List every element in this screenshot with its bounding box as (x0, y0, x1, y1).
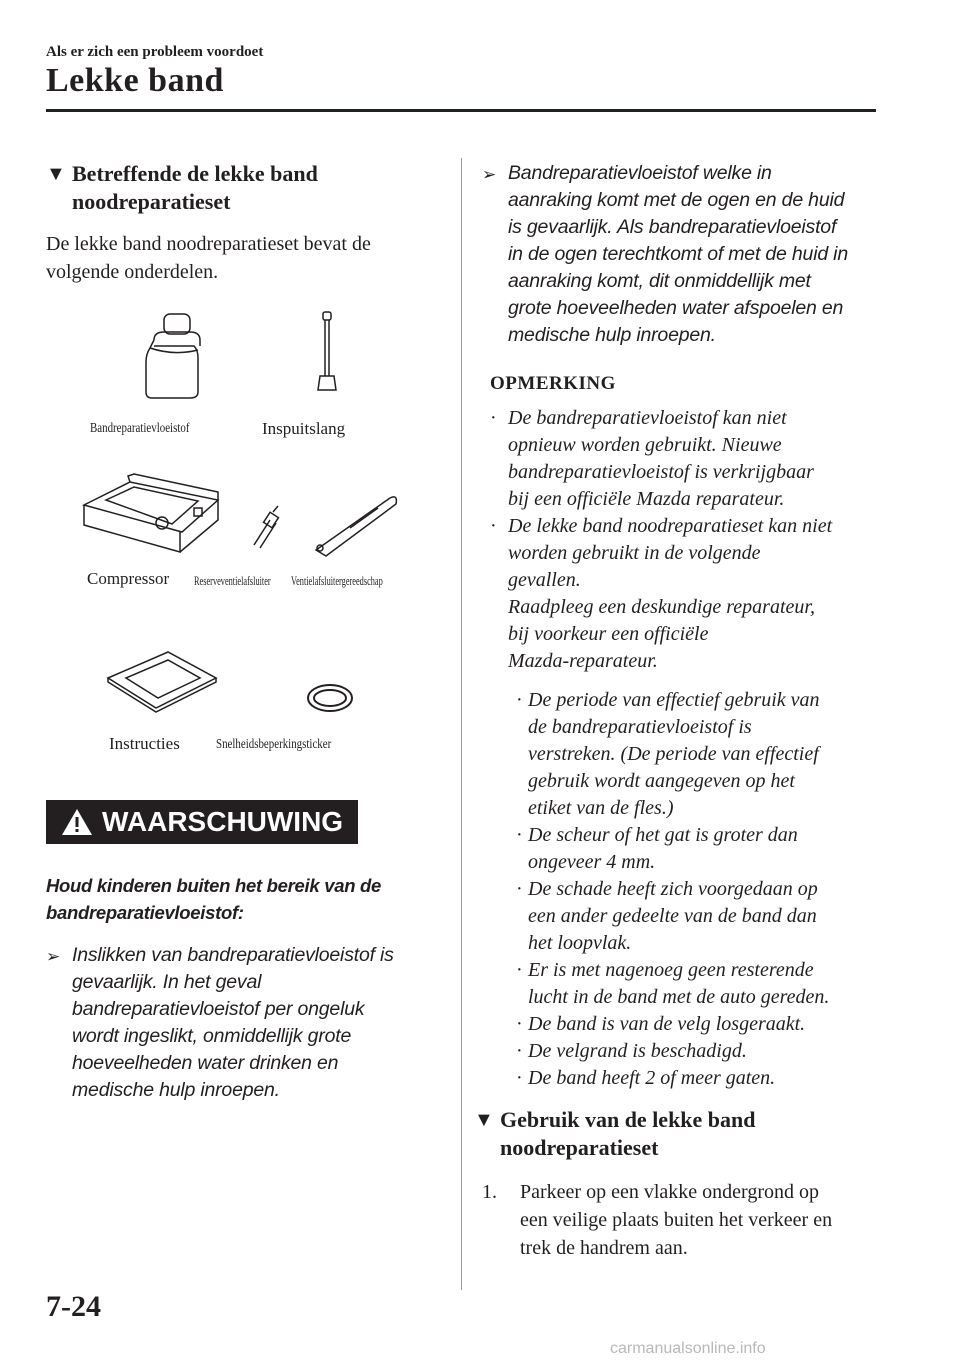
label-sticker: Snelheidsbeperkingsticker (216, 737, 332, 752)
label-hose: Inspuitslang (262, 419, 346, 438)
sub-list (490, 687, 882, 1092)
arrow-right-icon: ➢ (482, 165, 497, 184)
speed-sticker-icon (308, 685, 352, 711)
sub-item: · De band heeft 2 of meer gaten. (516, 1067, 776, 1089)
sub-item: · De schade heeft zich voorgedaan op een ander gedeelte van de band dan het loopvlak. (516, 878, 818, 954)
label-spare-valve: Reserveventielafsluiter (194, 573, 271, 588)
section-heading-usage: ▼ Gebruik van de lekke band noodreparatieset (474, 1107, 756, 1160)
hose-icon (318, 312, 336, 390)
instructions-icon (108, 652, 216, 712)
label-fluid: Bandreparatievloeistof (90, 421, 190, 436)
step-1: 1. Parkeer op een vlakke ondergrond op een veilige plaats buiten het verkeer en trek de handrem aan. (482, 1181, 833, 1259)
kit-parts-figure (70, 300, 410, 750)
sub-item: · De scheur of het gat is groter dan ongeveer 4 mm. (516, 824, 798, 873)
warning-item-eyes: ➢ Bandreparatievloeistof welke in aanraking komt met de ogen en de huid is gevaarlijk. Als bandreparatievloeistof in de ogen terechtkomt of met de huid in aanraking komt, dit onmiddellijk met grote hoeveelheden water afspoelen en medische hulp inroepen. (482, 160, 882, 349)
warning-icon (60, 807, 94, 837)
sub-item: · De periode van effectief gebruik van de bandreparatievloeistof is verstreken. (De periode van effectief gebruik wordt aangegeven op het etiket van de fles.) (516, 689, 820, 819)
sub-item: · De band is van de velg losgeraakt. (516, 1013, 806, 1035)
note-item: · De lekke band noodreparatieset kan niet worden gebruikt in de volgende gevallen. Raadpleeg een deskundige reparateur, bij voorkeur een officiële Mazda-reparateur. (490, 515, 833, 672)
left-column (46, 160, 436, 286)
warning-lead: Houd kinderen buiten het bereik van de bandreparatievloeistof: (46, 875, 382, 923)
arrow-right-icon: ➢ (46, 947, 61, 966)
intro-text: De lekke band noodreparatieset bevat de volgende onderdelen. (46, 233, 371, 283)
header-rule (46, 109, 876, 112)
note-title: OPMERKING (490, 373, 616, 394)
triangle-down-icon: ▼ (474, 1109, 494, 1131)
compressor-icon (84, 474, 218, 552)
watermark: carmanualsonline.info (610, 1340, 766, 1357)
label-instructions: Instructies (109, 734, 180, 753)
warning-banner (46, 800, 358, 844)
triangle-down-icon: ▼ (46, 163, 66, 185)
warning-item-swallow: ➢ Inslikken van bandreparatievloeistof is gevaarlijk. In het geval bandreparatievloeistof per ongeluk wordt ingeslikt, onmiddellijk grote hoeveelheden water drinken en medische hulp inroepen. (46, 942, 446, 1104)
valve-core-icon (254, 506, 278, 548)
label-compressor: Compressor (87, 569, 170, 588)
note-item: · De bandreparatievloeistof kan niet opnieuw worden gebruikt. Nieuwe bandreparatievloeistof is verkrijgbaar bij een officiële Mazda reparateur. (490, 407, 814, 510)
sub-item: · De velgrand is beschadigd. (516, 1040, 747, 1062)
right-column (474, 160, 882, 1262)
section-title: Als er zich een probleem voordoet (46, 44, 264, 60)
chapter-title: Lekke band (46, 62, 224, 99)
note-list (490, 405, 882, 1092)
section-heading: ▼ Betreffende de lekke band noodreparatieset (46, 161, 318, 214)
column-divider (461, 158, 462, 1290)
sub-item: · Er is met nagenoeg geen resterende lucht in de band met de auto gereden. (516, 959, 830, 1008)
page-number: 7-24 (46, 1290, 101, 1323)
fluid-bottle-icon (146, 314, 200, 398)
label-valve-tool: Ventielafsluitergereedschap (291, 573, 383, 588)
warning-content (46, 872, 446, 1104)
valve-tool-icon (316, 497, 396, 556)
warning-title: WAARSCHUWING (102, 806, 344, 837)
